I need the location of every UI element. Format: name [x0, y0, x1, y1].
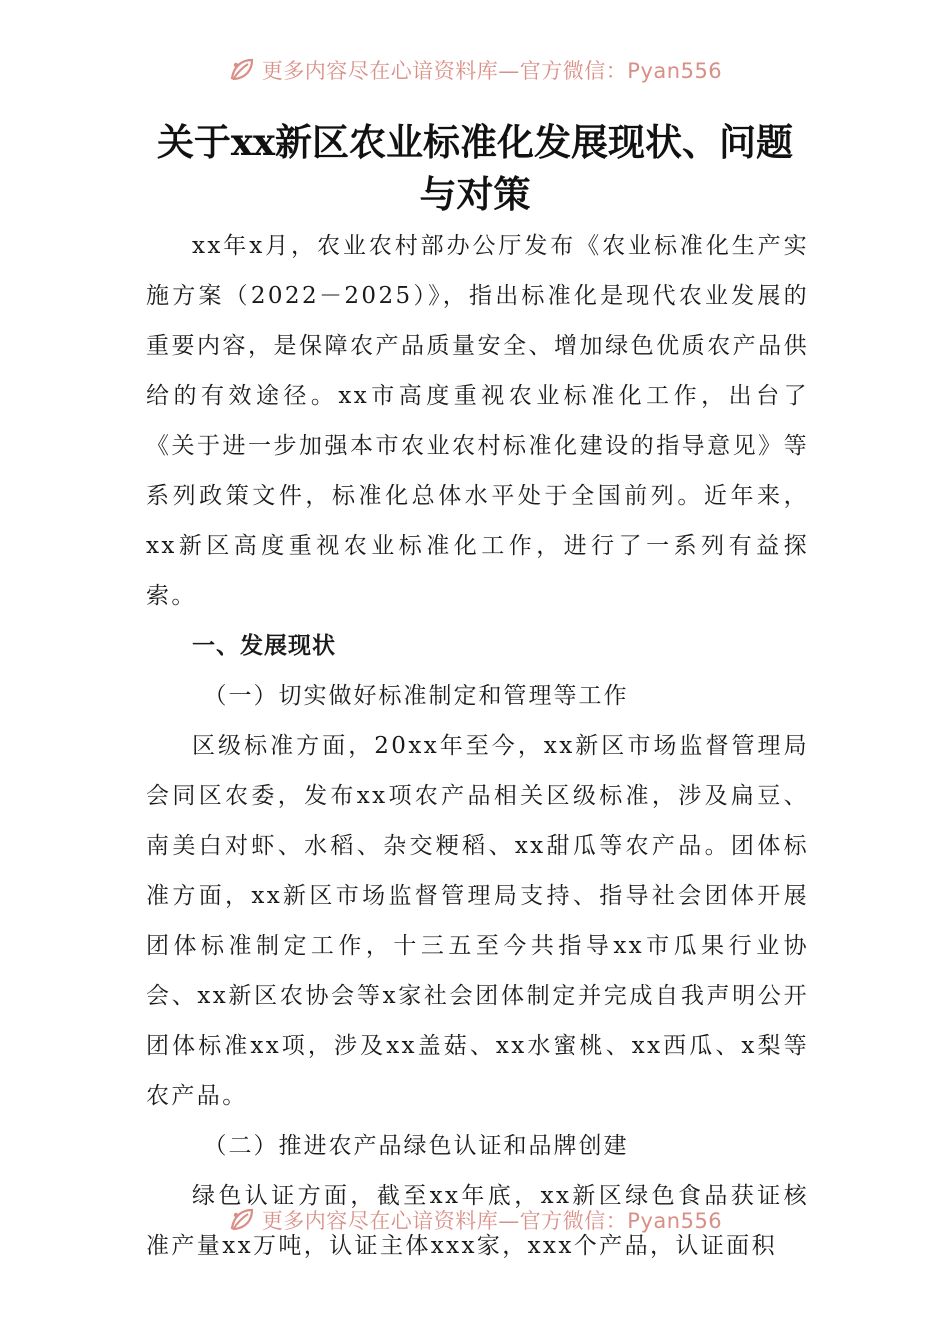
subsection-heading-1: （一）切实做好标准制定和管理等工作	[203, 683, 629, 709]
subsection-2-paragraph: 绿色认证方面，截至xx年底，xx新区绿色食品获证核准产量xx万吨，认证主体xxx家，xxx个产品，认证面积	[146, 1183, 809, 1259]
intro-paragraph: xx年x月，农业农村部办公厅发布《农业标准化生产实施方案（2022－2025）》，指出标准化是现代农业发展的重要内容，是保障农产品质量安全、增加绿色优质农产品供给的有效途径。xx市高度重视农业标准化工作，出台了《关于进一步加强本市农业农村标准化建设的指导意见》等系列政策文件，标准化总体水平处于全国前列。近年来，xx新区高度重视农业标准化工作，进行了一系列有益探索。	[146, 233, 809, 609]
leaf-logo-icon	[228, 1206, 256, 1234]
section-heading-1: 一、发展现状	[192, 633, 336, 659]
watermark-header	[0, 52, 950, 88]
document-body	[146, 221, 809, 1271]
subsection-1-paragraph: 区级标准方面，20xx年至今，xx新区市场监督管理局会同区农委，发布xx项农产品相关区级标准，涉及扁豆、南美白对虾、水稻、杂交粳稻、xx甜瓜等农产品。团体标准方面，xx新区市场监督管理局支持、指导社会团体开展团体标准制定工作，十三五至今共指导xx市瓜果行业协会、xx新区农协会等x家社会团体制定并完成自我声明公开团体标准xx项，涉及xx盖菇、xx水蜜桃、xx西瓜、x梨等农产品。	[146, 733, 809, 1109]
subsection-heading-2: （二）推进农产品绿色认证和品牌创建	[203, 1133, 629, 1159]
watermark-footer	[0, 1202, 950, 1238]
document-title: 关于xx新区农业标准化发展现状、问题与对策	[156, 120, 794, 216]
watermark-text: 更多内容尽在心谙资料库—官方微信：Pyan556	[261, 1209, 723, 1233]
watermark-text: 更多内容尽在心谙资料库—官方微信：Pyan556	[261, 59, 723, 83]
leaf-logo-icon	[228, 56, 256, 84]
